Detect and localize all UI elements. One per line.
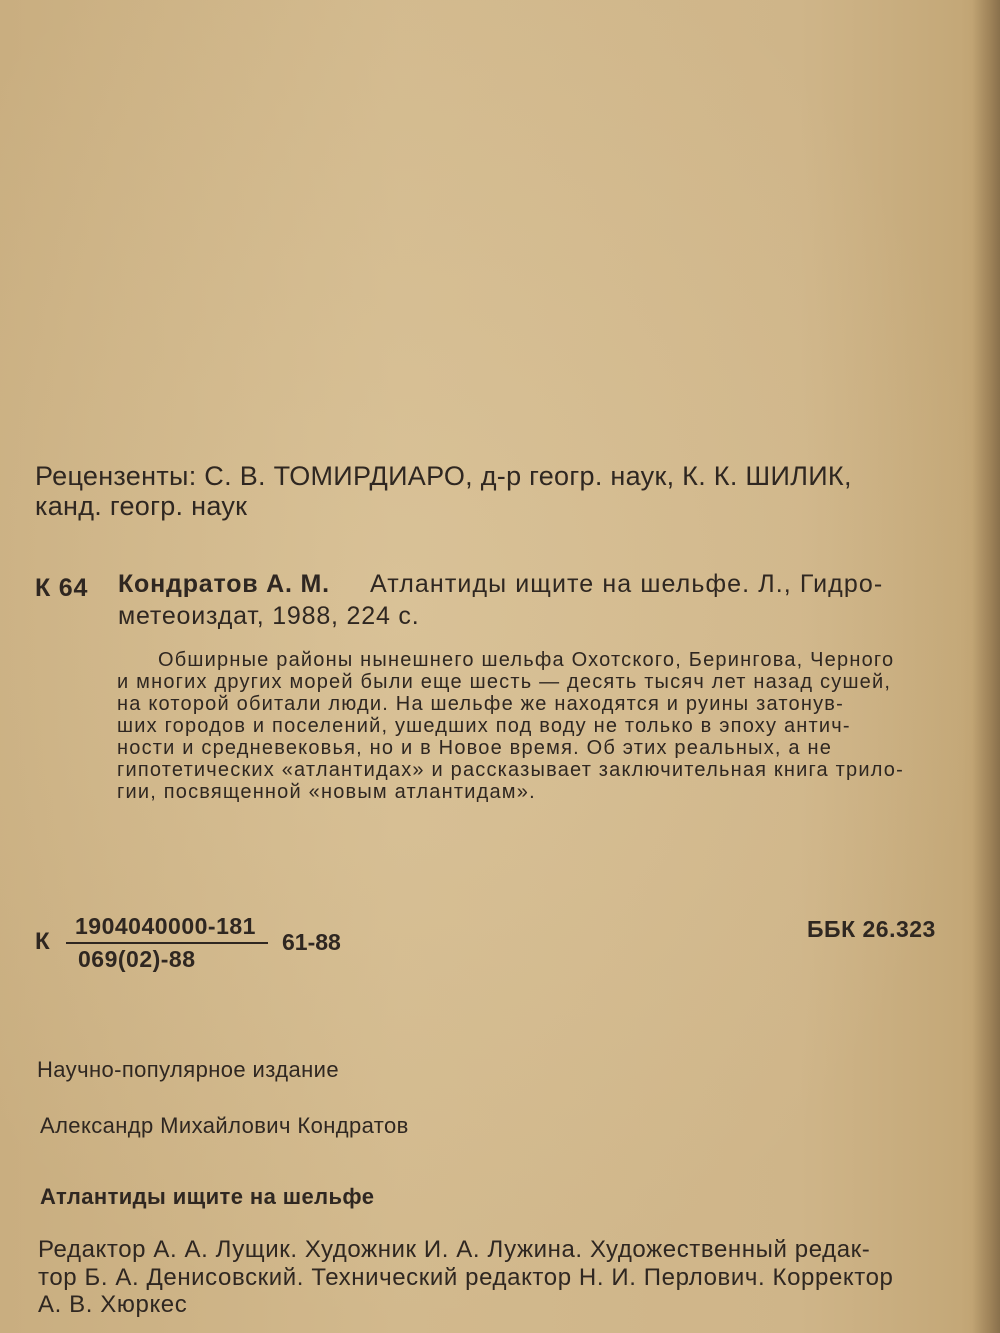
index-fraction-line xyxy=(66,942,268,944)
abstract-line-3: на которой обитали люди. На шельфе же находятся и руины затонув- xyxy=(117,693,844,715)
catalog-title-line-1: Атлантиды ищите на шельфе. Л., Гидро- xyxy=(370,570,884,598)
credits-line-3: А. В. Хюркес xyxy=(38,1291,188,1318)
bbk-code: ББК 26.323 xyxy=(807,916,936,942)
index-letter: К xyxy=(35,928,50,955)
page-edge-shadow xyxy=(972,0,1000,1333)
reviewers-line-1: Рецензенты: С. В. ТОМИРДИАРО, д-р геогр. наук, К. К. ШИЛИК, xyxy=(35,461,852,491)
abstract-line-2: и многих других морей были еще шесть — десять тысяч лет назад сушей, xyxy=(117,671,892,693)
credits-line-2: тор Б. А. Денисовский. Технический редактор Н. И. Перлович. Корректор xyxy=(38,1264,894,1291)
reviewers-line-2: канд. геогр. наук xyxy=(35,491,248,521)
book-title: Атлантиды ищите на шельфе xyxy=(40,1184,375,1209)
abstract-line-7: гии, посвященной «новым атлантидам». xyxy=(117,781,536,803)
author-full-name: Александр Михайлович Кондратов xyxy=(40,1113,409,1138)
abstract-line-5: ности и средневековья, но и в Новое время. Об этих реальных, а не xyxy=(117,737,833,759)
catalog-code: К 64 xyxy=(35,574,89,602)
catalog-title-line-2: метеоиздат, 1988, 224 с. xyxy=(118,602,420,630)
index-denominator: 069(02)-88 xyxy=(78,946,196,972)
credits-line-1: Редактор А. А. Лущик. Художник И. А. Лужина. Художественный редак- xyxy=(38,1236,871,1263)
index-numerator: 1904040000-181 xyxy=(75,913,256,939)
catalog-author: Кондратов А. М. xyxy=(118,570,330,598)
edition-type: Научно-популярное издание xyxy=(37,1057,339,1082)
abstract-line-6: гипотетических «атлантидах» и рассказывает заключительная книга трило- xyxy=(117,759,904,781)
index-suffix: 61-88 xyxy=(282,929,341,955)
abstract-line-4: ших городов и поселений, ушедших под воду не только в эпоху антич- xyxy=(117,715,851,737)
abstract-line-1: Обширные районы нынешнего шельфа Охотского, Берингова, Черного xyxy=(158,649,895,671)
